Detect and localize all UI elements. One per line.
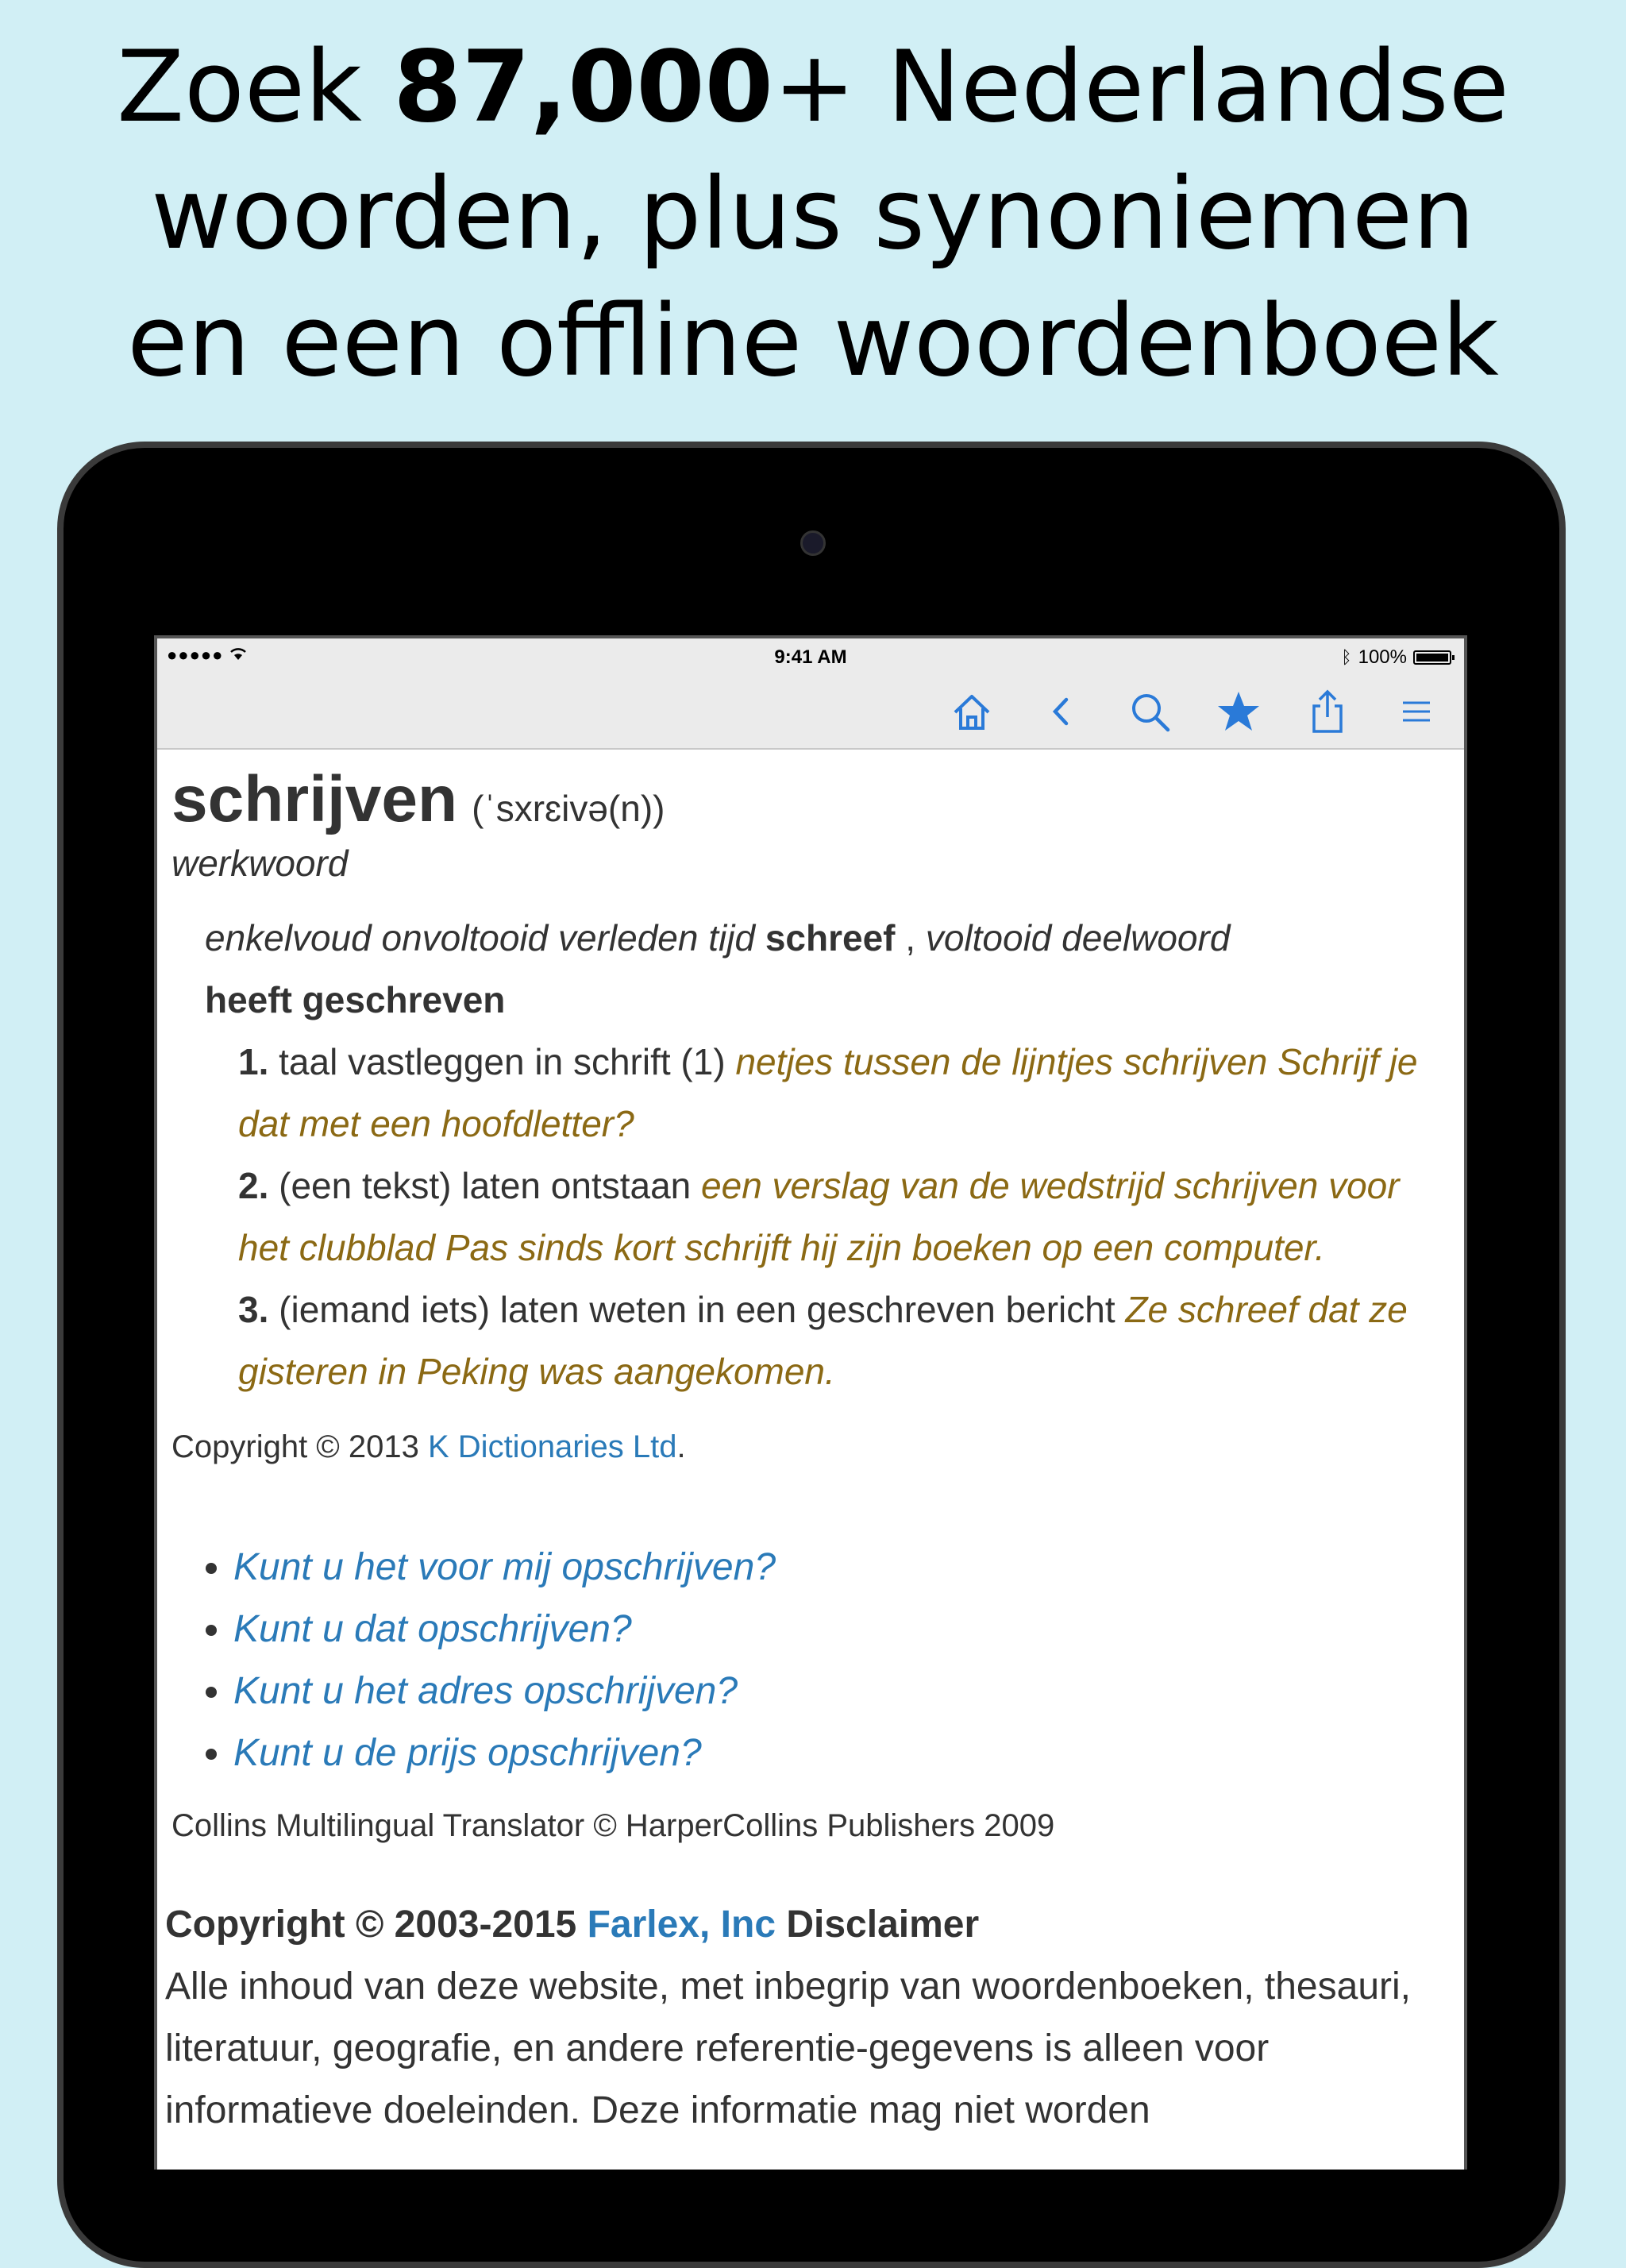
disclaimer-text: Alle inhoud van deze website, met inbegrip van woordenboeken, thesauri, literatuur, geografie, en andere referentie-gegevens is alleen voor informatieve doeleinden. Deze informatie mag niet worden: [165, 1965, 1411, 2131]
sense-example: een verslag van de wedstrijd schrijven voor het clubblad Pas sinds kort schrijft hij zijn boeken op een computer.: [238, 1165, 1400, 1268]
battery-icon: [1413, 650, 1451, 665]
favorite-star-icon[interactable]: [1215, 688, 1262, 735]
part-of-speech: werkwoord: [171, 843, 349, 884]
app-screen: [154, 635, 1467, 2170]
pronunciation: (ˈsxrɛivə(n)): [472, 788, 665, 829]
farlex-copyright: Copyright © 2003-2015 Farlex, Inc Disclaimer: [165, 1904, 980, 1946]
headline-word-count: 87,000: [393, 30, 773, 145]
menu-icon[interactable]: [1393, 688, 1440, 735]
share-icon[interactable]: [1304, 688, 1351, 735]
status-bar: [157, 638, 1464, 673]
top-bar: [157, 638, 1464, 750]
farlex-link[interactable]: Farlex, Inc: [587, 1904, 776, 1946]
signal-icon: ●●●●●: [167, 645, 247, 665]
headline-line-1: Zoek 87,000+ Nederlandse: [117, 30, 1509, 145]
phrase-list: [171, 1537, 1450, 1784]
headline-line-3: en een offline woordenboek: [127, 284, 1499, 399]
search-icon[interactable]: [1126, 688, 1173, 735]
toolbar: [948, 681, 1440, 742]
list-item[interactable]: • Kunt u het voor mij opschrijven?: [233, 1537, 1450, 1599]
headword: schrijven: [171, 763, 458, 835]
inflection-forms: enkelvoud onvoltooid verleden tijd schreef , voltooid deelwoord heeft geschreven: [205, 917, 1231, 1020]
list-item[interactable]: • Kunt u de prijs opschrijven?: [233, 1722, 1450, 1784]
status-right: [1341, 646, 1451, 669]
bluetooth-icon: ᛒ: [1341, 647, 1352, 667]
sense-example: Ze schreef dat ze gisteren in Peking was aangekomen.: [238, 1289, 1408, 1392]
past-form: schreef: [765, 917, 896, 958]
promo-headline: [0, 24, 1626, 405]
sense-2: 2. (een tekst) laten ontstaan een verslag van de wedstrijd schrijven voor het clubblad Pas sinds kort schrijft hij zijn boeken op een computer.: [238, 1165, 1400, 1268]
senses-list: [238, 1031, 1450, 1402]
kdictionaries-copyright: Copyright © 2013 K Dictionaries Ltd.: [171, 1429, 686, 1464]
sense-1: 1. taal vastleggen in schrift (1) netjes tussen de lijntjes schrijven Schrijf je dat met een hoofdletter?: [238, 1041, 1418, 1144]
participle: heeft geschreven: [205, 979, 506, 1020]
list-item[interactable]: • Kunt u het adres opschrijven?: [233, 1660, 1450, 1722]
kdictionaries-link[interactable]: K Dictionaries Ltd: [428, 1429, 677, 1464]
back-icon[interactable]: [1037, 688, 1085, 735]
sense-example: netjes tussen de lijntjes schrijven Schrijf je dat met een hoofdletter?: [238, 1041, 1418, 1144]
home-icon[interactable]: [948, 688, 996, 735]
headword-line: [171, 762, 1450, 837]
headline-line-2: woorden, plus synoniemen: [151, 157, 1475, 272]
battery-percent: 100%: [1358, 646, 1407, 668]
status-time: 9:41 AM: [774, 646, 847, 668]
dictionary-entry: [157, 748, 1464, 2142]
camera-icon: [800, 530, 826, 556]
collins-copyright: Collins Multilingual Translator © HarperCollins Publishers 2009: [171, 1808, 1055, 1843]
sense-3: 3. (iemand iets) laten weten in een geschreven bericht Ze schreef dat ze gisteren in Peking was aangekomen.: [238, 1289, 1408, 1392]
list-item[interactable]: • Kunt u dat opschrijven?: [233, 1599, 1450, 1660]
